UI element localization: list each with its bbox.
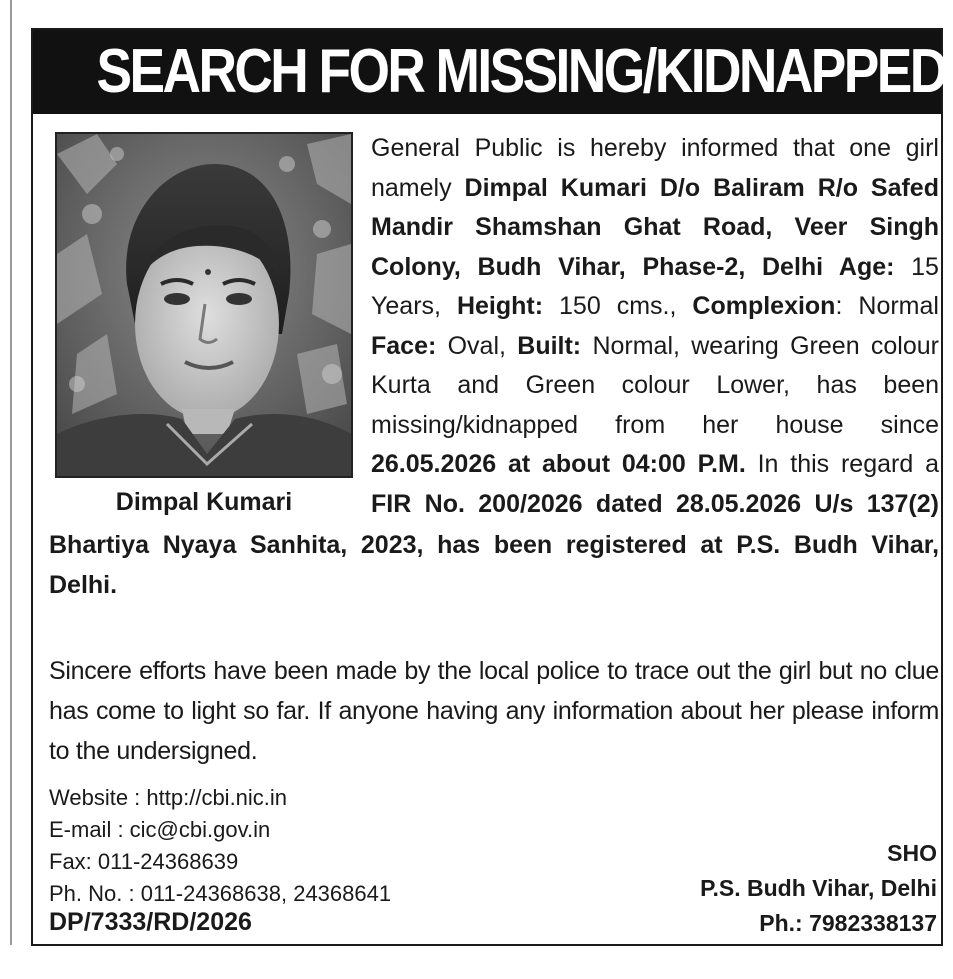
notice-fir-text: Bhartiya Nyaya Sanhita, 2023, has been registered at P.S. Budh Vihar, Delhi. — [49, 531, 940, 599]
portrait-photo — [57, 134, 351, 476]
photo-caption: Dimpal Kumari — [115, 488, 293, 516]
appeal-text: Sincere efforts have been made by the local police to trace out the girl but no clue has come to light so far. If anyone having any information about her please inform to the undersigned. — [49, 657, 939, 765]
signatory-block — [700, 836, 937, 941]
fax-line: Fax: 011-24368639 — [49, 849, 239, 874]
reference-number: DP/7333/RD/2026 — [49, 908, 252, 936]
missing-person-notice — [31, 28, 946, 946]
phone-line: Ph. No. : 011-24368638, 24368641 — [49, 881, 392, 906]
email-line: E-mail : cic@cbi.gov.in — [49, 817, 271, 842]
website-line: Website : http://cbi.nic.in — [49, 785, 288, 810]
page-gutter-line — [10, 0, 12, 945]
signatory-designation: SHO — [887, 840, 937, 866]
contact-details — [49, 782, 391, 910]
signatory-station: P.S. Budh Vihar, Delhi — [700, 875, 937, 901]
notice-title: SEARCH FOR MISSING/KIDNAPPED — [96, 37, 946, 106]
signatory-phone: Ph.: 7982338137 — [759, 910, 937, 936]
missing-person-photo — [55, 132, 353, 478]
notice-intro-text: General Public is hereby informed that one girl namely Dimpal Kumari D/o Baliram R/o Safed Mandir Shamshan Ghat Road, Veer Singh Colony, Budh Vihar, Phase-2, Delhi Age: 15 Years, Height: 150 cms., Complexion: Normal Face: Oval, Built: Normal, wearing Green colour Kurta and Green colour Lower, has been missing/kidnapped from her house since 26.05.2026 at about 04:00 P.M. In this regard a FIR No. 200/2026 dated 28.05.2026 U/s 137(2) — [371, 134, 940, 518]
title-banner — [33, 30, 946, 114]
